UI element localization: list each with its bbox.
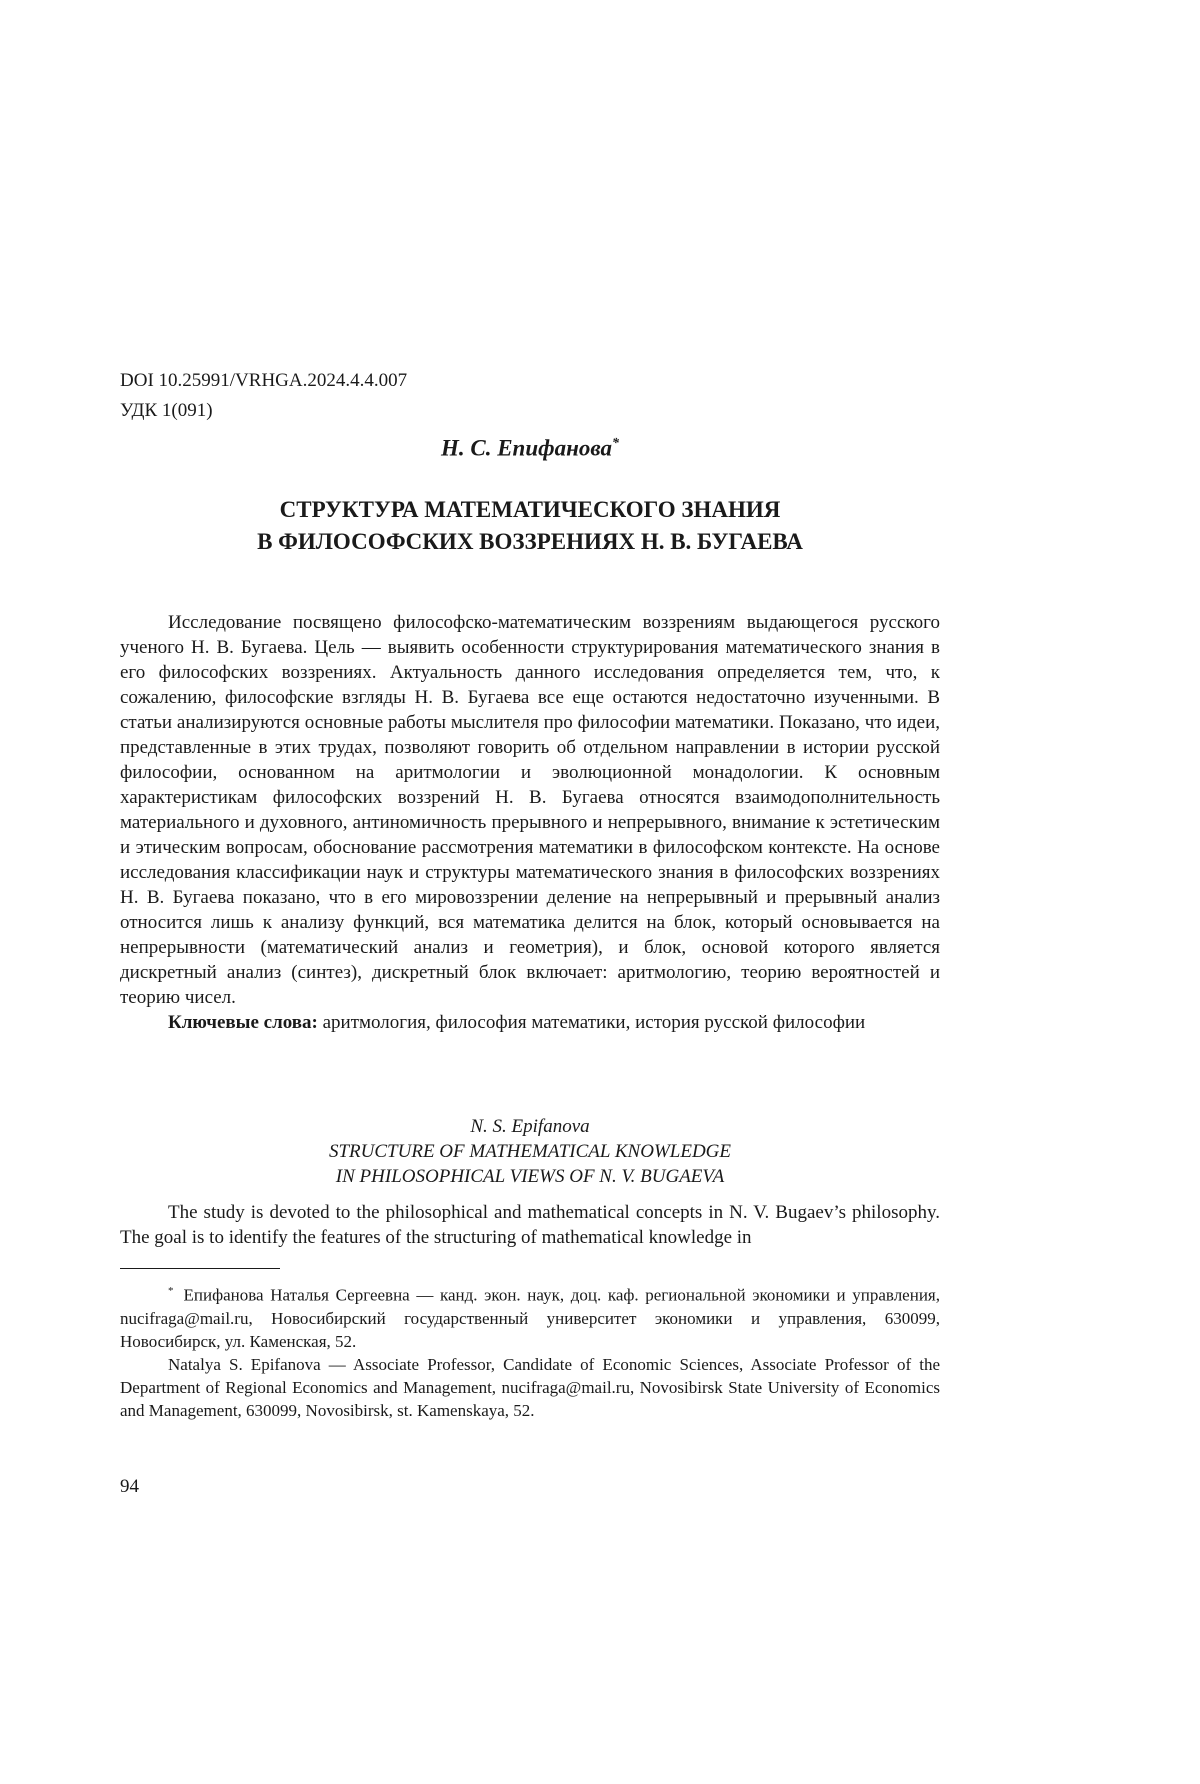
abstract-en-text: The study is devoted to the philosophical and mathematical concepts in N. V. Bugaev’s philosophy. The goal is to identify the features of the structuring of mathematical knowledge in	[120, 1200, 940, 1250]
keywords-label: Ключевые слова:	[168, 1012, 318, 1033]
abstract-ru-text: Исследование посвящено философско-математическим воззрениям выдающегося русского ученого Н. В. Бугаева. Цель — выявить особенности структурирования математического знания в его философских воззрениях. Актуальность данного исследования определяется тем, что, к сожалению, философские взгляды Н. В. Бугаева все еще остаются недостаточно изученными. В статьи анализируются основные работы мыслителя про философии математики. Показано, что идеи, представленные в этих трудах, позволяют говорить об отдельном направлении в истории русской философии, основанном на аритмологии и эволюционной монадологии. К основным характеристикам философских воззрений Н. В. Бугаева относятся взаимодополнительность материального и духовного, антиномичность прерывного и непрерывного, внимание к эстетическим и этическим вопросам, обоснование рассмотрения математики в философском контексте. На основе исследования классификации наук и структуры математического знания в философских воззрениях Н. В. Бугаева показано, что в его мировоззрении деление на непрерывный и прерывный анализ относится лишь к анализу функций, вся математика делится на блок, который основывается на непрерывности (математический анализ и геометрия), и блок, основой которого является дискретный анализ (синтез), дискретный блок включает: аритмологию, теорию вероятностей и теорию чисел.	[120, 610, 940, 1010]
page-number: 94	[120, 1474, 139, 1500]
footnote-mark: *	[168, 1285, 174, 1297]
title-en-line-2: IN PHILOSOPHICAL VIEWS OF N. V. BUGAEVA	[120, 1164, 940, 1189]
udk-line: УДК 1(091)	[120, 398, 213, 424]
keywords-text: аритмология, философия математики, история русской философии	[323, 1012, 866, 1033]
abstract-ru	[120, 610, 940, 1035]
english-header	[120, 1114, 940, 1189]
footnotes	[120, 1280, 940, 1422]
title-ru-line-2: В ФИЛОСОФСКИХ ВОЗЗРЕНИЯХ Н. В. БУГАЕВА	[120, 526, 940, 558]
title-en-line-1: STRUCTURE OF MATHEMATICAL KNOWLEDGE	[120, 1139, 940, 1164]
keywords-ru	[120, 1010, 940, 1035]
title-ru-line-1: СТРУКТУРА МАТЕМАТИЧЕСКОГО ЗНАНИЯ	[120, 494, 940, 526]
footnote-divider	[120, 1268, 280, 1269]
author-en: N. S. Epifanova	[120, 1114, 940, 1139]
author-footnote-mark: *	[612, 436, 619, 451]
author-ru	[120, 428, 940, 465]
article-page	[120, 0, 940, 1568]
footnote-ru-text: Епифанова Наталья Сергеевна — канд. экон. наук, доц. каф. региональной экономики и управления, nucifraga@mail.ru, Новосибирский государственный университет экономики и управления, 630099, Новосибирск, ул. Каменская, 52.	[120, 1286, 940, 1351]
article-title-ru	[120, 494, 940, 558]
footnote-en: Natalya S. Epifanova — Associate Professor, Candidate of Economic Sciences, Associate Professor of the Department of Regional Economics and Management, nucifraga@mail.ru, Novosibirsk State University of Economics and Management, 630099, Novosibirsk, st. Kamenskaya, 52.	[120, 1353, 940, 1422]
doi-line: DOI 10.25991/VRHGA.2024.4.4.007	[120, 368, 407, 394]
author-ru-name: Н. С. Епифанова	[441, 436, 612, 461]
abstract-en	[120, 1200, 940, 1250]
footnote-ru	[120, 1280, 940, 1353]
